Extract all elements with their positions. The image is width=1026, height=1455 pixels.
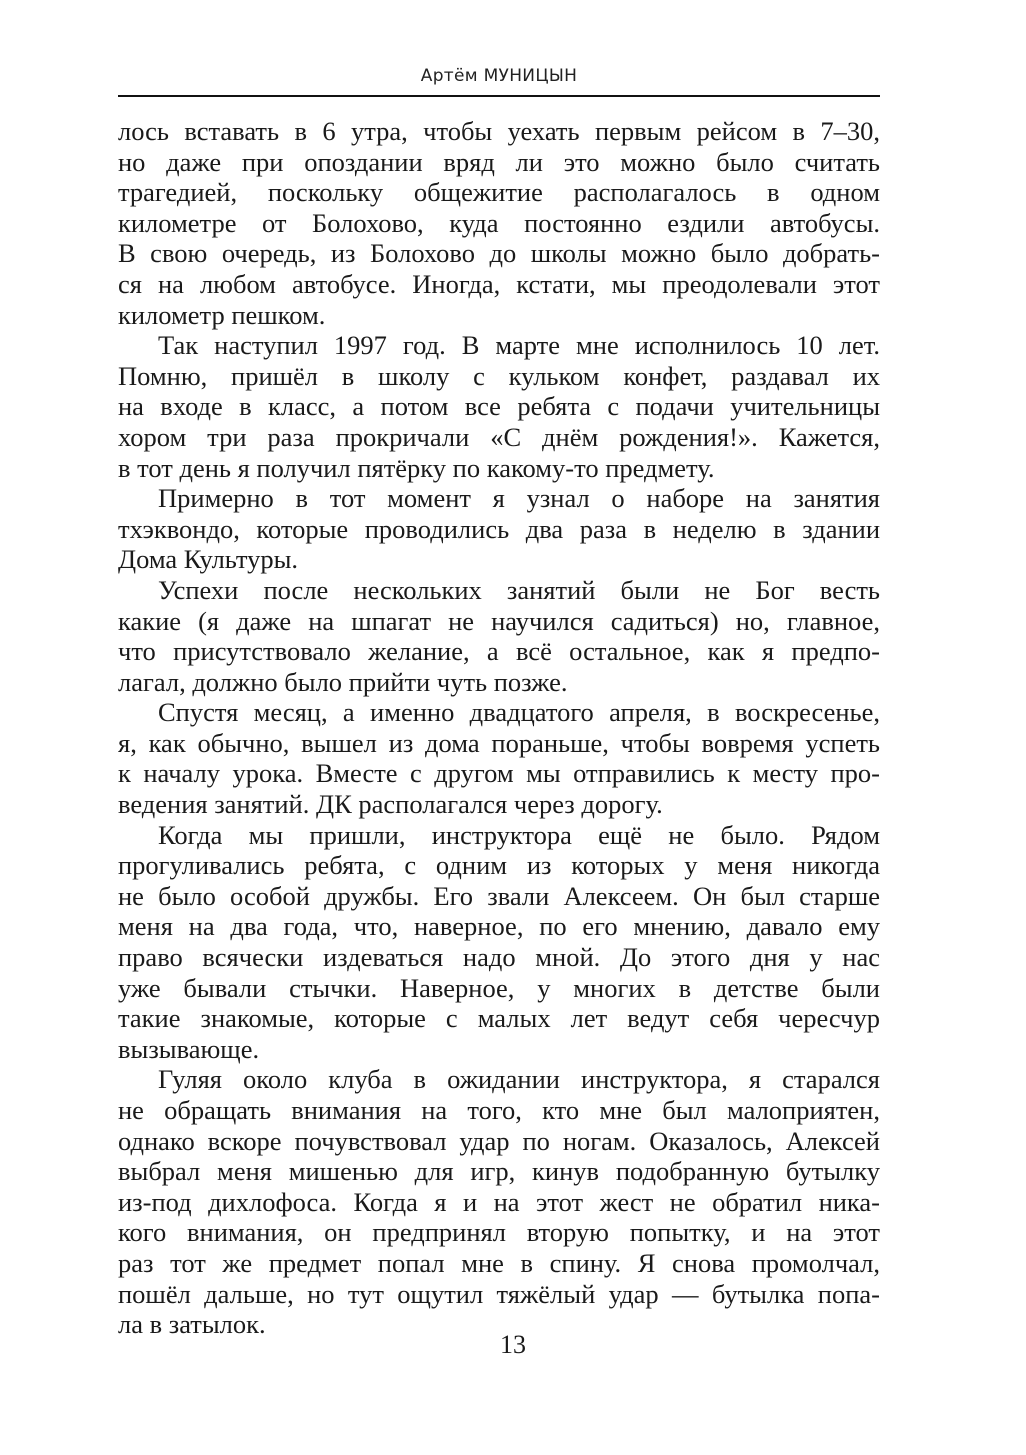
text-line: Так наступил 1997 год. В марте мне исполнилось 10 лет. [158, 330, 880, 361]
text-line: Успехи после нескольких занятий были не Бог весть [158, 574, 880, 605]
text-line: километр пешком. [118, 299, 326, 330]
text-line: лагал, должно было прийти чуть позже. [118, 666, 568, 697]
text-line: Спустя месяц, а именно двадцатого апреля, в воскресенье, [158, 697, 880, 728]
text-line: уже бывали стычки. Наверное, у многих в детстве были [118, 972, 880, 1003]
text-line: ла в затылок. [118, 1309, 266, 1340]
text-line: Примерно в тот момент я узнал о наборе на занятия [158, 483, 880, 514]
text-line: к началу урока. Вместе с другом мы отправились к месту про- [118, 758, 880, 789]
paragraph [118, 330, 880, 483]
text-line: лось вставать в 6 утра, чтобы уехать первым рейсом в 7–30, [118, 116, 880, 146]
text-line: тхэквондо, которые проводились два раза в неделю в здании [118, 513, 880, 544]
text-line: в тот день я получил пятёрку по какому-то предмету. [118, 452, 715, 483]
paragraph [118, 820, 880, 1065]
text-line: не было особой дружбы. Его звали Алексеем. Он был старше [118, 880, 880, 911]
text-line: Дома Культуры. [118, 544, 299, 575]
text-line: ведения занятий. ДК располагался через дорогу. [118, 789, 663, 820]
paragraph [118, 697, 880, 819]
text-line: ся на любом автобусе. Иногда, кстати, мы преодолевали этот [118, 268, 880, 299]
text-line: хором три раза прокричали «С днём рождения!». Кажется, [118, 421, 880, 452]
paragraph [118, 1064, 880, 1339]
header-rule [118, 95, 880, 97]
text-line: такие знакомые, которые с малых лет ведут себя чересчур [118, 1003, 880, 1034]
text-line: на входе в класс, а потом все ребята с подачи учительницы [118, 391, 880, 422]
text-line: В свою очередь, из Болохово до школы можно было добрать- [118, 238, 880, 269]
text-line: однако вскоре почувствовал удар по ногам. Оказалось, Алексей [118, 1125, 880, 1156]
text-line: меня на два года, что, наверное, по его мнению, давало ему [118, 911, 880, 942]
text-line: какие (я даже на шпагат не научился садиться) но, главное, [118, 605, 880, 636]
text-line: вызывающе. [118, 1033, 260, 1064]
text-line: прогуливались ребята, с одним из которых у меня никогда [118, 850, 880, 881]
text-line: не обращать внимания на того, кто мне был малоприятен, [118, 1095, 880, 1125]
running-header: Артём МУНИЦЫН [420, 66, 578, 86]
text-line: раз тот же предмет попал мне в спину. Я снова промолчал, [118, 1247, 880, 1278]
text-line: я, как обычно, вышел из дома пораньше, чтобы вовремя успеть [118, 727, 880, 758]
text-line: что присутствовало желание, а всё остальное, как я предпо- [118, 636, 880, 667]
text-line: пошёл дальше, но тут ощутил тяжёлый удар — бутылка попа- [118, 1278, 880, 1309]
body-text [118, 116, 880, 1340]
paragraph [118, 116, 880, 330]
paragraph [118, 575, 880, 697]
text-line: Помню, пришёл в школу с кульком конфет, раздавал их [118, 360, 880, 391]
text-line: километре от Болохово, куда постоянно ездили автобусы. [118, 207, 880, 238]
text-line: выбрал меня мишенью для игр, кинув подобранную бутылку [118, 1156, 880, 1187]
page-number: 13 [500, 1330, 526, 1359]
text-line: трагедией, поскольку общежитие располагалось в одном [118, 177, 880, 208]
text-line: из-под дихлофоса. Когда я и на этот жест не обратил ника- [118, 1186, 880, 1217]
text-line: право всячески издеваться надо мной. До этого дня у нас [118, 942, 880, 973]
text-line: кого внимания, он предпринял вторую попытку, и на этот [118, 1217, 880, 1248]
paragraph [118, 483, 880, 575]
text-line: Когда мы пришли, инструктора ещё не было. Рядом [158, 819, 880, 850]
text-line: но даже при опоздании вряд ли это можно было считать [118, 146, 880, 177]
text-line: Гуляя около клуба в ожидании инструктора, я старался [158, 1064, 880, 1095]
